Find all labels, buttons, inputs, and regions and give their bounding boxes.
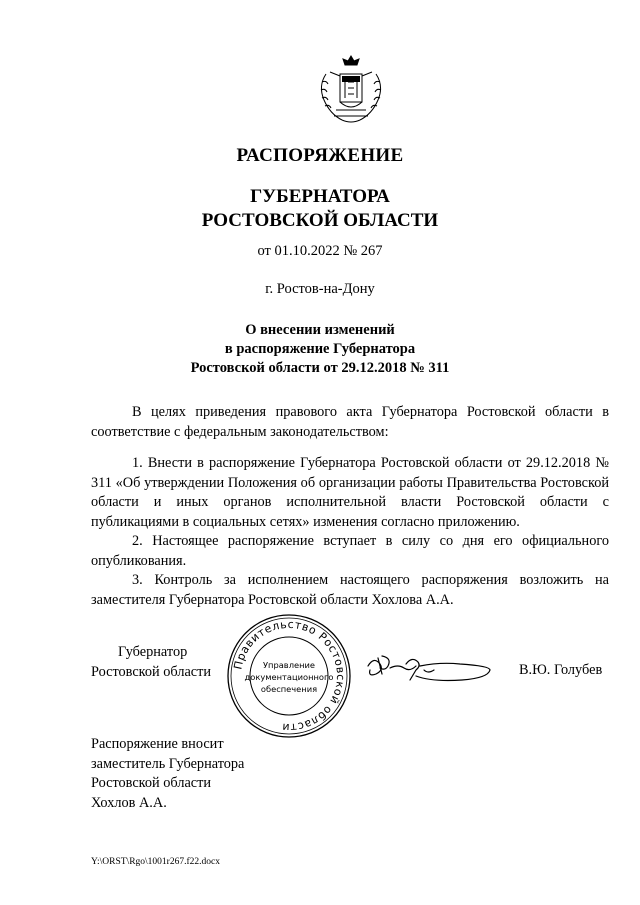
note-line-3: Ростовской области <box>91 775 212 791</box>
authority-line-1: ГУБЕРНАТОРА <box>250 186 390 207</box>
signatory-title <box>91 643 211 682</box>
subject-line-2: в распоряжение Губернатора <box>224 341 416 357</box>
submitted-by-note <box>91 735 244 813</box>
handwritten-signature <box>364 648 496 688</box>
file-path-footer: Y:\ORST\Rgo\1001r267.f22.docx <box>91 857 220 867</box>
intro-paragraph <box>91 403 609 442</box>
document-date-number: от 01.10.2022 № 267 <box>257 243 383 259</box>
intro-text: В целях приведения правового акта Губернатора Ростовской области в соответствие с федеральным законодательством: <box>91 404 609 440</box>
stamp-inner-line-1: Управление <box>262 660 316 670</box>
document-type-heading: РАСПОРЯЖЕНИЕ <box>236 145 404 166</box>
order-item-3: 3. Контроль за исполнением настоящего распоряжения возложить на заместителя Губернатора Ростовской области Хохлова А.А. <box>91 572 609 608</box>
stamp-ring-text: Правительство Ростовской области <box>231 617 348 735</box>
stamp-inner-line-3: обеспечения <box>260 684 318 694</box>
signatory-title-line-1: Губернатор <box>118 644 188 660</box>
authority-line-2: РОСТОВСКОЙ ОБЛАСТИ <box>201 210 439 231</box>
note-line-1: Распоряжение вносит <box>91 736 224 752</box>
order-items <box>91 454 609 610</box>
note-line-4: Хохлов А.А. <box>91 794 167 811</box>
subject-line-3: Ростовской области от 29.12.2018 № 311 <box>190 360 450 376</box>
coat-of-arms-icon <box>312 52 390 126</box>
document-city: г. Ростов-на-Дону <box>265 281 375 297</box>
subject-line-1: О внесении изменений <box>245 322 395 338</box>
signatory-title-line-2: Ростовской области <box>91 663 212 680</box>
document-subject <box>0 321 640 378</box>
issuing-authority-heading <box>0 185 640 233</box>
stamp-inner-line-2: документационного <box>244 672 334 682</box>
order-item-2: 2. Настоящее распоряжение вступает в силу со дня его официального опубликования. <box>91 533 609 569</box>
official-stamp <box>226 613 352 739</box>
signatory-name: В.Ю. Голубев <box>519 662 603 678</box>
order-item-1: 1. Внести в распоряжение Губернатора Ростовской области от 29.12.2018 № 311 «Об утверждении Положения об организации работы Правительства Ростовской области и иных органов исполнительной власти Ростовской области с публикациями в социальных сетях» изменения согласно приложению. <box>91 455 609 530</box>
note-line-2: заместитель Губернатора <box>91 755 245 772</box>
